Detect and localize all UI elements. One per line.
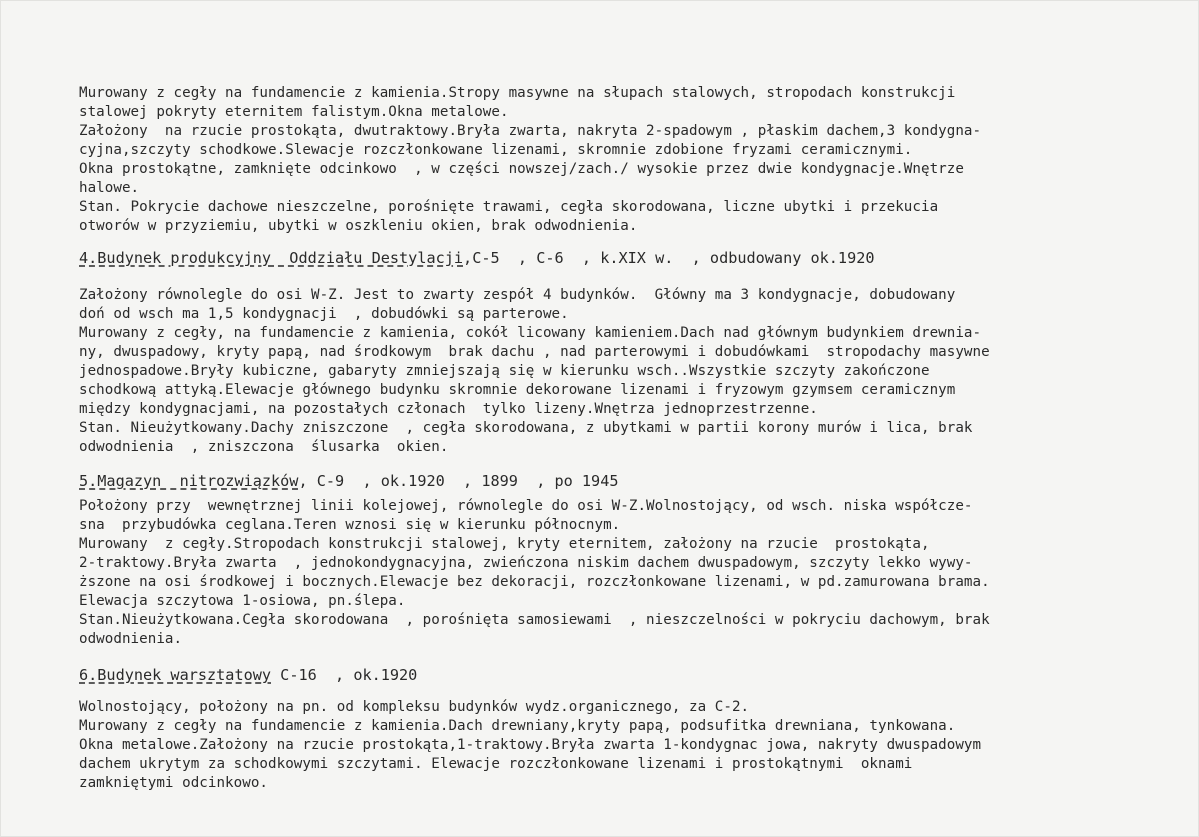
text-line: jednospadowe.Bryły kubiczne, gabaryty zmniejszają się w kierunku wsch..Wszystkie szczyty zakończone [79, 363, 930, 379]
text-line: między kondygnacjami, na pozostałych członach tylko lizeny.Wnętrza jednoprzestrzenne. [79, 401, 818, 417]
text-line: Stan. Pokrycie dachowe nieszczelne, porośnięte trawami, cegła skorodowana, liczne ubytki i przekucia [79, 199, 939, 215]
text-line: ny, dwuspadowy, kryty papą, nad środkowym brak dachu , nad parterowymi i dobudówkami stropodachy masywne [79, 344, 990, 360]
text-line: sna przybudówka ceglana.Teren wznosi się w kierunku północnym. [79, 517, 621, 533]
text-line: Założony na rzucie prostokąta, dwutraktowy.Bryła zwarta, nakryta 2-spadowym , płaskim dachem,3 kondygna- [79, 123, 982, 139]
section-3-body [79, 84, 1189, 236]
section-6-body [79, 698, 1189, 793]
heading-rest: C-16 , ok.1920 [271, 666, 418, 684]
heading-underlined: 4.Budynek produkcyjny Oddziału Destylacji [79, 249, 464, 267]
text-line: zamkniętymi odcinkowo. [79, 775, 269, 791]
section-4-body [79, 286, 1189, 457]
text-line: Stan. Nieużytkowany.Dachy zniszczone , cegła skorodowana, z ubytkami w partii korony murów i lica, brak [79, 420, 973, 436]
section-4-heading [79, 248, 1189, 268]
section-5-heading [79, 471, 1189, 491]
text-line: 2-traktowy.Bryła zwarta , jednokondygnacyjna, zwieńczona niskim dachem dwuspadowym, szczyty lekko wywy- [79, 555, 973, 571]
heading-underlined: 6.Budynek warsztatowy [79, 666, 272, 684]
text-line: schodkową attyką.Elewacje głównego budynku skromnie dekorowane lizenami i fryzowym gzymsem ceramicznym [79, 382, 956, 398]
text-line: ższone na osi środkowej i bocznych.Elewacje bez dekoracji, rozczłonkowane lizenami, w pd.zamurowana brama. [79, 574, 990, 590]
section-6-heading [79, 665, 1189, 685]
text-line: doń od wsch ma 1,5 kondygnacji , dobudówki są parterowe. [79, 306, 569, 322]
text-line: halowe. [79, 180, 140, 196]
text-line: stalowej pokryty eternitem falistym.Okna metalowe. [79, 104, 509, 120]
text-line: Elewacja szczytowa 1-osiowa, pn.ślepa. [79, 593, 406, 609]
text-line: Murowany z cegły na fundamencie z kamienia.Dach drewniany,kryty papą, podsufitka drewniana, tynkowana. [79, 718, 956, 734]
heading-underlined: 5.Magazyn nitrozwiązków [79, 472, 299, 490]
heading-rest: , C-9 , ok.1920 , 1899 , po 1945 [298, 472, 619, 490]
text-line: Okna prostokątne, zamknięte odcinkowo , w części nowszej/zach./ wysokie przez dwie kondygnacje.Wnętrze [79, 161, 964, 177]
text-line: odwodnienia. [79, 631, 183, 647]
text-line: Wolnostojący, położony na pn. od kompleksu budynków wydz.organicznego, za C-2. [79, 699, 750, 715]
text-line: Założony równolegle do osi W-Z. Jest to zwarty zespół 4 budynków. Główny ma 3 kondygnacje, dobudowany [79, 287, 956, 303]
text-line: otworów w przyziemiu, ubytki w oszkleniu okien, brak odwodnienia. [79, 218, 638, 234]
text-line: Murowany z cegły, na fundamencie z kamienia, cokół licowany kamieniem.Dach nad głównym budynkiem drewnia- [79, 325, 982, 341]
text-line: Okna metalowe.Założony na rzucie prostokąta,1-traktowy.Bryła zwarta 1-kondygnac jowa, nakryty dwuspadowym [79, 737, 982, 753]
heading-rest: ,C-5 , C-6 , k.XIX w. , odbudowany ok.1920 [463, 249, 875, 267]
text-line: Murowany z cegły.Stropodach konstrukcji stalowej, kryty eternitem, założony na rzucie prostokąta, [79, 536, 930, 552]
section-5-body [79, 497, 1189, 649]
text-line: odwodnienia , zniszczona ślusarka okien. [79, 439, 449, 455]
text-line: Stan.Nieużytkowana.Cegła skorodowana , porośnięta samosiewami , nieszczelności w pokryciu dachowym, brak [79, 612, 990, 628]
text-line: Murowany z cegły na fundamencie z kamienia.Stropy masywne na słupach stalowych, stropodach konstrukcji [79, 85, 956, 101]
text-line: Położony przy wewnętrznej linii kolejowej, równolegle do osi W-Z.Wolnostojący, od wsch. niska współcze- [79, 498, 973, 514]
text-line: dachem ukrytym za schodkowymi szczytami. Elewacje rozczłonkowane lizenami i prostokątnymi oknami [79, 756, 913, 772]
text-line: cyjna,szczyty schodkowe.Slewacje rozczłonkowane lizenami, skromnie zdobione fryzami ceramicznymi. [79, 142, 913, 158]
